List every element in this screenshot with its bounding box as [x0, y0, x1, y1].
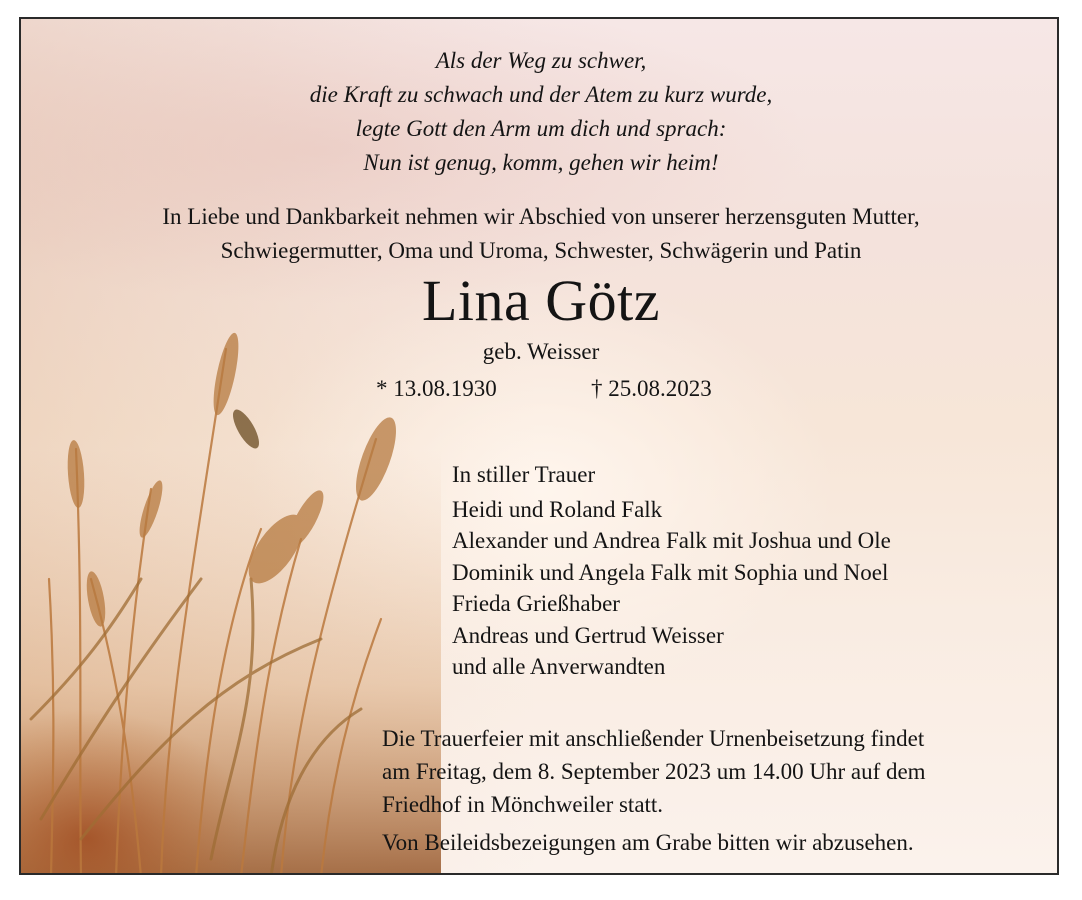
deceased-name: Lina Götz — [421, 268, 661, 333]
mourner-entry: Dominik und Angela Falk mit Sophia und Noel — [452, 559, 889, 585]
mourner-entry: Heidi und Roland Falk — [452, 496, 663, 522]
mourner-entry: Alexander und Andrea Falk mit Joshua und Ole — [452, 528, 891, 553]
mourner-entry: Andreas und Gertrud Weisser — [452, 622, 724, 648]
ceremony-line: Die Trauerfeier mit anschließender Urnenbeisetzung findet — [382, 726, 925, 751]
mourners-list — [452, 459, 891, 683]
condolence-request: Von Beileidsbezeigungen am Grabe bitten wir abzusehen. — [382, 830, 914, 855]
death-date: † 25.08.2023 — [591, 376, 712, 401]
mourners-heading: In stiller Trauer — [452, 462, 596, 487]
poem-line: Als der Weg zu schwer, — [435, 48, 647, 73]
maiden-name: geb. Weisser — [482, 339, 600, 364]
farewell-intro — [21, 200, 1059, 268]
poem-line: Nun ist genug, komm, gehen wir heim! — [363, 150, 719, 175]
birth-date: * 13.08.1930 — [376, 376, 497, 401]
intro-line: Schwiegermutter, Oma und Uroma, Schwester, Schwägerin und Patin — [220, 238, 862, 263]
obituary-notice — [19, 17, 1059, 875]
poem-line: die Kraft zu schwach und der Atem zu kurz wurde, — [309, 82, 773, 107]
poem — [21, 44, 1059, 180]
ceremony-line: am Freitag, dem 8. September 2023 um 14.00 Uhr auf dem — [382, 759, 926, 784]
ceremony-line: Friedhof in Mönchweiler statt. — [382, 792, 664, 817]
intro-line: In Liebe und Dankbarkeit nehmen wir Abschied von unserer herzensguten Mutter, — [162, 204, 920, 229]
mourner-entry: und alle Anverwandten — [452, 654, 666, 679]
poem-line: legte Gott den Arm um dich und sprach: — [355, 116, 727, 141]
ceremony-info — [382, 722, 1042, 821]
mourner-entry: Frieda Grießhaber — [452, 591, 620, 616]
